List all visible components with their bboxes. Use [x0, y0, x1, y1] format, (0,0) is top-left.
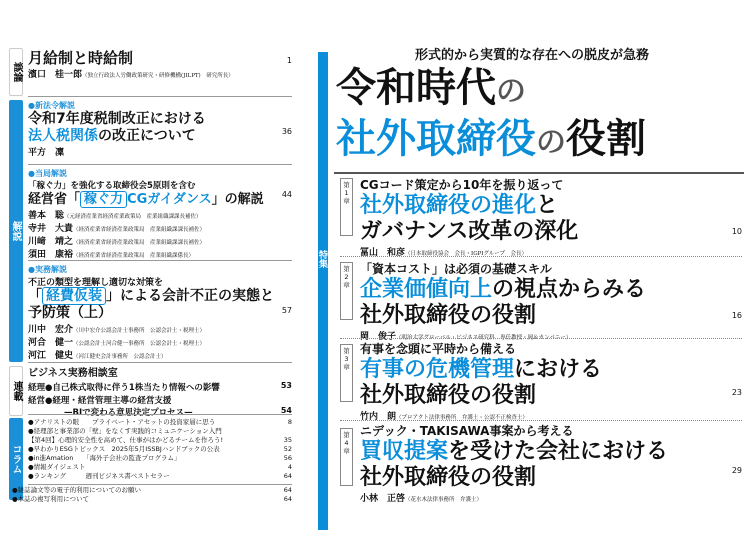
chapter-pre: CGコード策定から10年を振り返って [360, 178, 564, 192]
chapter-title-line1: 買収提案を受けた会社における [360, 439, 669, 464]
feature-kicker: 形式的から実質的な存在への脱皮が急務 [414, 48, 649, 63]
notice-item[interactable]: ●雑誌論文等の電子的利用についてのお願い 64 [12, 486, 292, 494]
entry-title-line2: 法人税関係の改正について [28, 128, 196, 144]
chapter-title-line1: 企業価値向上の視点からみる [360, 277, 647, 302]
chapter-author: 小林 正啓（花水木法律事務所 弁護士） [360, 494, 483, 504]
entry-title: 経営省「 稼ぐ力 CGガイダンス」の解説 [28, 192, 264, 207]
author-1: 川中 宏介（川中宏介公認会計士事務所 公認会計士・税理士） [28, 325, 206, 335]
author-1: 善本 聡（元経済産業省経済産業政策局 産業組織課課長補佐） [28, 211, 202, 221]
category-label: ●当局解説 [28, 169, 67, 178]
band-kaisetsu: 解説 [9, 100, 23, 362]
rensai-item-2[interactable]: 経営●経理・経営管理主導の経営支援 [28, 396, 172, 406]
band-rensai: 連載 [9, 366, 23, 416]
notice-item[interactable]: ●本誌の複写利用について 64 [12, 495, 292, 503]
entry-title: 月給制と時給制 [28, 49, 134, 67]
toc-entry-tax-reform[interactable] [28, 100, 292, 158]
divider [340, 420, 742, 421]
divider [28, 164, 292, 165]
column-list [28, 418, 292, 481]
column-item[interactable]: ●in進Amation 「海外子会社の監査プログラム」 56 [28, 454, 292, 462]
chapter-4[interactable] [360, 422, 742, 504]
author-3: 河江 健史（河江健史会計事務所 公認会計士） [28, 351, 167, 361]
chapter-author: 竹内 朗（プロアクト法律事務所 弁護士・公認不正検査士） [360, 412, 528, 422]
column-item[interactable]: 【第4回】心理的安全性を高めて、仕事がはかどるチームを作ろう! 35 [28, 436, 292, 444]
chapter-title-line2: 社外取締役の役割 [360, 303, 537, 328]
chapter-label-2: 第 2 章 [340, 262, 353, 320]
page-number: 23 [731, 388, 742, 397]
category-label: ●新法令解説 [28, 101, 75, 110]
feature-header [322, 44, 742, 169]
chapter-label-3: 第 3 章 [340, 344, 353, 402]
page-number: 10 [731, 227, 742, 236]
rensai-heading: ビジネス実務相談室 [28, 368, 118, 379]
divider [28, 362, 292, 363]
feature-spine-label: 特集 [317, 250, 327, 268]
toc-entry-cg-guidance[interactable] [28, 168, 292, 260]
toc-entry-accounting-fraud[interactable] [28, 264, 292, 361]
page-number: 36 [281, 127, 292, 136]
toc-entry-monthly-pay[interactable] [28, 50, 292, 80]
feature-title-line2: 社外取締役の役割 [336, 116, 646, 162]
divider [28, 484, 292, 485]
notice-list [12, 486, 292, 504]
entry-title-line1: 「 経費仮装 」による会計不正の実態と [28, 288, 274, 304]
author-3: 川﨑 靖之（経済産業省経済産業政策局 産業組織課課長補佐） [28, 237, 206, 247]
divider [28, 96, 292, 97]
chapter-author: 冨山 和彦（日本取締役協会 会長・IGPIグループ 会長） [360, 248, 528, 258]
chapter-pre: 有事を念頭に平時から備える [360, 342, 517, 356]
chapter-title-line1: 社外取締役の進化と [360, 193, 559, 218]
divider [28, 414, 292, 415]
chapter-title-line2: 社外取締役の役割 [360, 383, 537, 408]
chapter-pre: 「資本コスト」は必須の基礎スキル [360, 262, 552, 276]
entry-subtitle: 不正の類型を理解し適切な対策を [28, 278, 164, 288]
column-item[interactable]: ●経理部と事業部の「壁」をなくす実践的コミュニケーション入門 [28, 427, 222, 435]
entry-title-line2: 予防策（上） [28, 305, 112, 321]
entry-title-line1: 令和7年度税制改正における [28, 111, 206, 127]
divider [340, 338, 742, 339]
feature-spine [318, 52, 328, 530]
author-2: 河合 健一（公認会計士河合健一事務所 公認会計士・税理士） [28, 338, 206, 348]
divider [340, 256, 742, 257]
page-number: 29 [731, 466, 742, 475]
rensai-section [28, 364, 292, 418]
rensai-item-2-sub: —BIで変わる意思決定プロセス— 54 [64, 406, 292, 418]
page-number: 1 [286, 56, 292, 65]
entry-author: 濱口 桂一郎（独立行政法人労働政策研究・研修機構(JILPT) 研究所長） [28, 70, 234, 80]
chapter-title-line2: 社外取締役の役割 [360, 465, 537, 490]
chapter-2[interactable] [360, 260, 742, 342]
page-number: 44 [281, 190, 292, 199]
entry-author: 平方 凜 [28, 148, 65, 158]
rensai-item-1[interactable]: 経理●自己株式取得に伴う1株当たり情報への影響 53 [28, 381, 292, 393]
page-number: 57 [281, 306, 292, 315]
divider [28, 260, 292, 261]
feature-title-line1: 令和時代の [336, 65, 526, 111]
chapter-label-4: 第 4 章 [340, 428, 353, 486]
column-item[interactable]: ●情報ダイジェスト 4 [28, 463, 292, 471]
page-number: 16 [731, 311, 742, 320]
column-item[interactable]: ●早わかりESGトピックス 2025年5月ISSBJハンドブックの公表 52 [28, 445, 292, 453]
category-label: ●実務解説 [28, 265, 67, 274]
chapter-pre: ニデック・TAKISAWA事案から考える [360, 424, 574, 438]
chapter-title-line1: 有事の危機管理における [360, 357, 603, 382]
left-toc [0, 0, 300, 550]
chapter-label-1: 第 1 章 [340, 178, 353, 236]
column-item[interactable]: ●ランキング 週刊ビジネス書ベストセラー 64 [28, 472, 292, 480]
band-danron: 談論 [9, 48, 23, 96]
chapter-author: 岡 俊子（明治大学グローバル・ビジネス研究科 専任教授・岡＆カンパニー） [360, 332, 572, 342]
chapter-3[interactable] [360, 340, 742, 422]
band-column: コラム [9, 418, 23, 500]
column-item[interactable]: ●アナリストの眼 プライベート・アセットの投資家層に思う 8 [28, 418, 292, 426]
chapter-1[interactable] [360, 176, 742, 258]
chapter-title-line2: ガバナンス改革の深化 [360, 219, 579, 244]
entry-subtitle: 「稼ぐ力」を強化する取締役会5原則を含む [28, 181, 196, 191]
author-2: 寺井 大貴（経済産業省経済産業政策局 産業組織課課長補佐） [28, 224, 206, 234]
author-4: 須田 康裕（経済産業省経済産業政策局 産業組織課係長） [28, 250, 195, 260]
